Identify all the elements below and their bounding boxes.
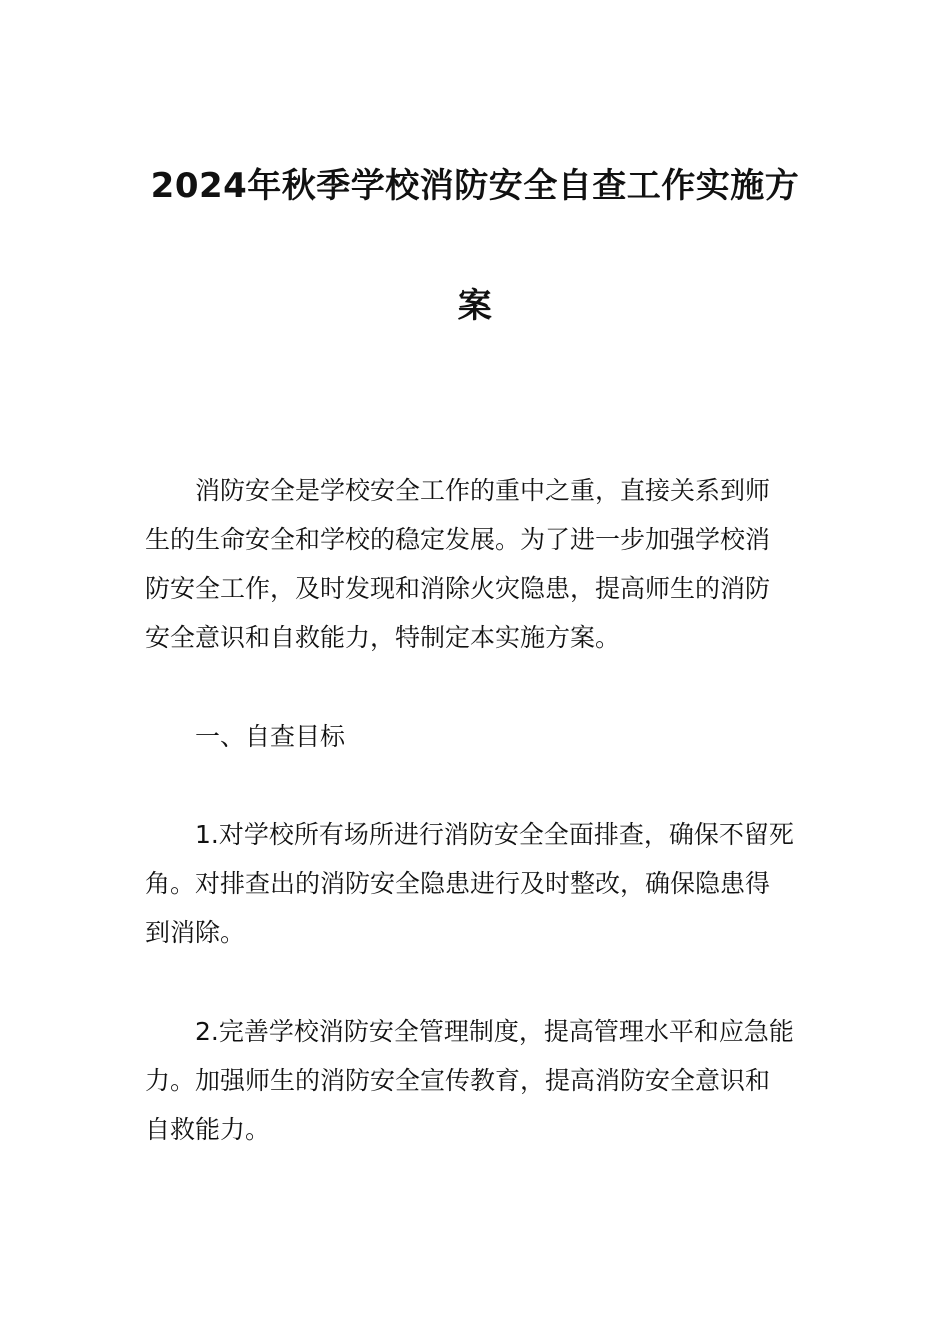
goal-item-1: [145, 810, 810, 957]
paragraph-line: 2.完善学校消防安全管理制度，提高管理水平和应急能: [195, 1017, 794, 1046]
paragraph-line: 消防安全是学校安全工作的重中之重，直接关系到师: [195, 476, 771, 505]
document-title-line-2: 案: [457, 286, 493, 326]
paragraph-line: 角。对排查出的消防安全隐患进行及时整改，确保隐患得: [145, 869, 771, 898]
paragraph-line: 力。加强师生的消防安全宣传教育，提高消防安全意识和: [145, 1066, 771, 1095]
paragraph-line: 1.对学校所有场所进行消防安全全面排查，确保不留死: [195, 820, 794, 849]
document-title-line-1: 2024年秋季学校消防安全自查工作实施方: [150, 166, 800, 206]
paragraph-line: 生的生命安全和学校的稳定发展。为了进一步加强学校消: [145, 525, 771, 554]
intro-paragraph: [145, 466, 810, 662]
paragraph-line: 到消除。: [145, 918, 246, 947]
section-heading: [145, 712, 810, 761]
paragraph-line: 安全意识和自救能力，特制定本实施方案。: [145, 623, 621, 652]
goal-item-2: [145, 1007, 810, 1154]
paragraph-line: 自救能力。: [145, 1115, 271, 1144]
section-heading-text: 一、自查目标: [195, 722, 346, 751]
paragraph-line: 防安全工作，及时发现和消除火灾隐患，提高师生的消防: [145, 574, 771, 603]
